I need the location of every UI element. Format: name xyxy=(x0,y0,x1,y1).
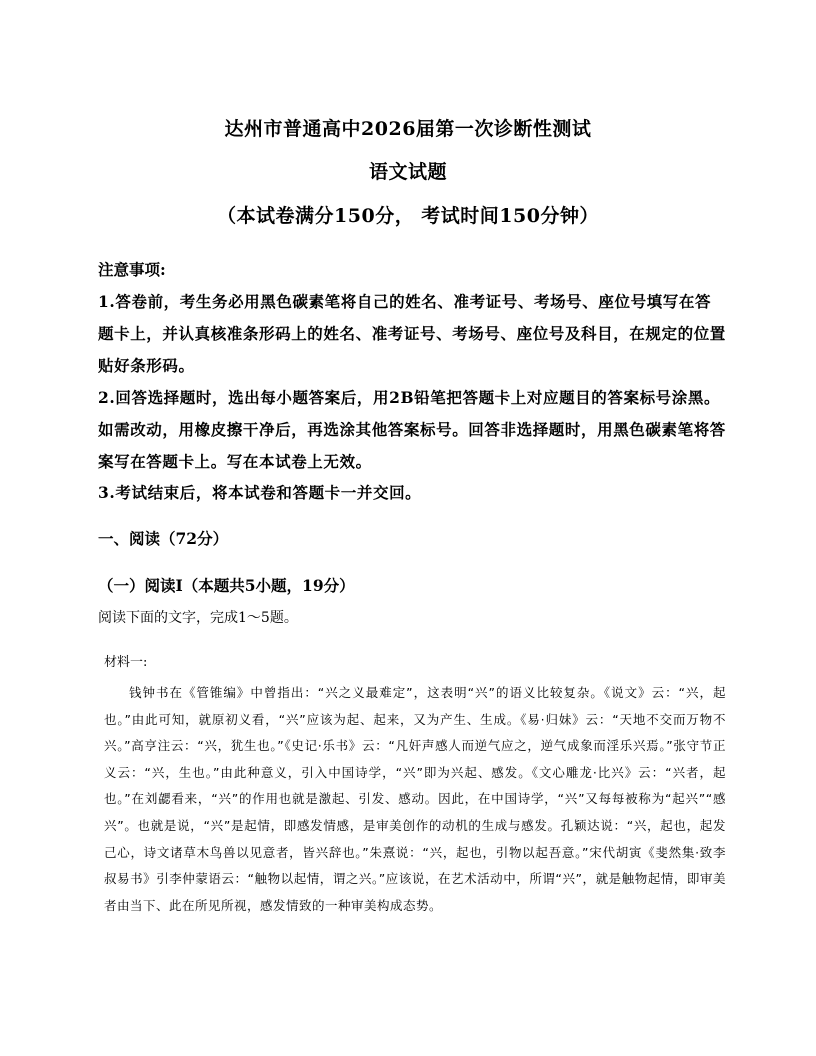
section-title: 一、阅读（72分） xyxy=(98,529,229,548)
note-item-1: 1.答卷前，考生务必用黑色碳素笔将自己的姓名、准考证号、考场号、座位号填写在答题卡上，并认真核准条形码上的姓名、准考证号、考场号、座位号及科目，在规定的位置贴好条形码。 xyxy=(98,292,726,375)
note-item-2: 2.回答选择题时，选出每小题答案后，用2B铅笔把答题卡上对应题目的答案标号涂黑。如需改动，用橡皮擦干净后，再选涂其他答案标号。回答非选择题时，用黑色碳素笔将答案写在答题卡上。写在本试卷上无效。 xyxy=(98,388,726,471)
subsection-title: （一）阅读I（本题共5小题，19分） xyxy=(98,576,355,595)
exam-info: （本试卷满分150分， 考试时间150分钟） xyxy=(217,205,599,227)
reading-passage: 钱钟书在《管锥编》中曾指出：“兴之义最难定”，这表明“兴”的语义比较复杂。《说文》云：“兴，起也。”由此可知，就原初义看，“兴”应该为起、起来，又为产生、生成。《易·归妹》云：“天地不交而万物不兴。”高亨注云：“兴，犹生也。”《史记·乐书》云：“凡奸声感人而逆气应之，逆气成象而淫乐兴焉。”张守节正义云：“兴，生也。”由此种意义，引入中国诗学，“兴”即为兴起、感发。《文心雕龙·比兴》云：“兴者，起也。”在刘勰看来，“兴”的作用也就是激起、引发、感动。因此，在中国诗学，“兴”又每每被称为“起兴”“感兴”。也就是说，“兴”是起情，即感发情感，是审美创作的动机的生成与感发。孔颖达说：“兴，起也，起发己心，诗文诸草木鸟兽以见意者，皆兴辞也。”朱熹说：“兴，起也，引物以起吾意。”宋代胡寅《斐然集·致李叔易书》引李仲蒙语云：“触物以起情，谓之兴。”应该说，在艺术活动中，所谓“兴”，就是触物起情，即审美者由当下、此在所见所视，感发情致的一种审美构成态势。 xyxy=(104,685,726,913)
subject-title: 语文试题 xyxy=(368,161,447,183)
note-item-3: 3.考试结束后，将本试卷和答题卡一并交回。 xyxy=(98,483,422,502)
material-label: 材料一: xyxy=(104,655,148,670)
reading-instruction: 阅读下面的文字，完成1～5题。 xyxy=(98,610,298,626)
exam-title: 达州市普通高中2026届第一次诊断性测试 xyxy=(224,118,592,140)
notes-heading: 注意事项: xyxy=(98,260,166,279)
